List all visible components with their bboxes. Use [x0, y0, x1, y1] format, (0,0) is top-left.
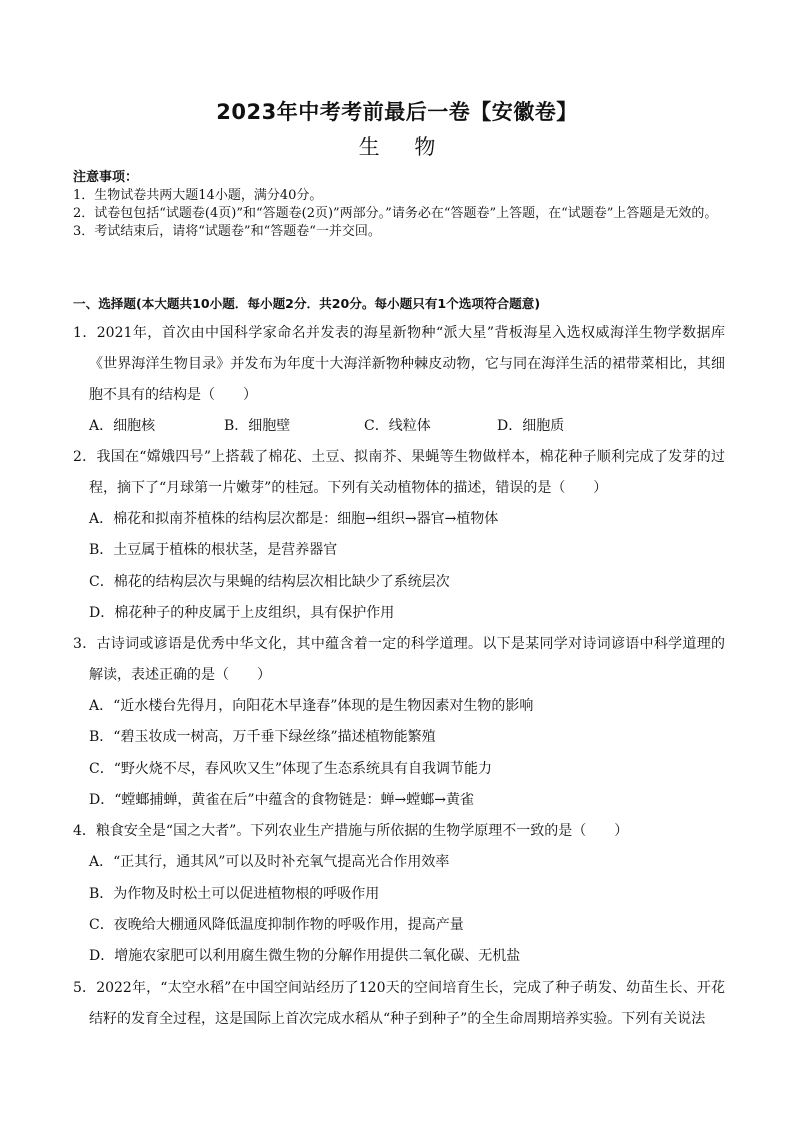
section-heading: 一、选择题(本大题共10小题．每小题2分．共20分。每小题只有1个选项符合题意) — [73, 296, 541, 311]
notice-heading: 注意事项： — [73, 170, 139, 185]
notice-item: 3．考试结束后，请将“试题卷”和“答题卷“一并交回。 — [73, 224, 381, 239]
option-b: B．土豆属于植株的根状茎，是营养器官 — [89, 542, 338, 559]
option-a: A．细胞核 — [89, 418, 156, 434]
question-list — [73, 318, 725, 1035]
notice-item: 1．生物试卷共两大题14小题，满分40分。 — [73, 188, 323, 203]
option-a: A．“近水楼台先得月，向阳花木早逢春”体现的是生物因素对生物的影响 — [89, 698, 534, 715]
question-stem: 1．2021年，首次由中国科学家命名并发表的海星新物种“派大星”背板海星入选权威海洋生物学数据库《世界海洋生物目录》并发布为年度十大海洋新物种棘皮动物，它与同在海洋生活的裙带菜相比，其细胞不具有的结构是（ ） — [73, 325, 725, 403]
option-b: B．为作物及时松土可以促进植物根的呼吸作用 — [89, 885, 380, 902]
option-c: C．棉花的结构层次与果蝇的结构层次相比缺少了系统层次 — [89, 573, 450, 590]
question-2 — [73, 442, 725, 629]
option-b: B．细胞壁 — [224, 418, 291, 434]
option-c: C．夜晚给大棚通风降低温度抑制作物的呼吸作用，提高产量 — [89, 916, 464, 933]
option-c: C．“野火烧不尽，春风吹又生”体现了生态系统具有自我调节能力 — [89, 760, 493, 777]
question-5 — [73, 973, 725, 1035]
exam-subject: 生 物 — [358, 135, 450, 159]
question-1 — [73, 318, 725, 442]
option-d: D．增施农家肥可以利用腐生微生物的分解作用提供二氧化碳、无机盐 — [89, 948, 521, 965]
option-a: A．棉花和拟南芥植株的结构层次都是：细胞→组织→器官→植物体 — [89, 511, 499, 527]
option-d: D．“螳螂捕蝉，黄雀在后”中蕴含的食物链是：蝉→螳螂→黄雀 — [89, 792, 474, 809]
question-stem: 4．粮食安全是“国之大者”。下列农业生产措施与所依据的生物学原理不一致的是（ ） — [73, 823, 629, 840]
question-stem: 3．古诗词或谚语是优秀中华文化，其中蕴含着一定的科学道理。以下是某同学对诗词谚语中科学道理的解读，表述正确的是（ ） — [73, 636, 725, 684]
option-d: D．棉花种子的种皮属于上皮组织，具有保护作用 — [89, 604, 395, 621]
question-4 — [73, 816, 725, 972]
question-stem: 2．我国在“嫦娥四号”上搭载了棉花、土豆、拟南芥、果蝇等生物做样本，棉花种子顺利完成了发芽的过程，摘下了“月球第一片嫩芽”的桂冠。下列有关动植物体的描述，错误的是（ ） — [73, 449, 725, 496]
option-row — [73, 411, 725, 442]
question-stem: 5．2022年，“太空水稻”在中国空间站经历了120天的空间培育生长，完成了种子萌发、幼苗生长、开花结籽的发育全过程，这是国际上首次完成水稻从“种子到种子”的全生命周期培养实验。下列有关说法 — [73, 979, 725, 1027]
option-d: D．细胞质 — [497, 418, 565, 434]
question-3 — [73, 629, 725, 816]
option-c: C．线粒体 — [364, 418, 431, 434]
notice-block — [73, 169, 723, 241]
exam-title: 2023年中考考前最后一卷【安徽卷】 — [216, 100, 578, 124]
notice-item: 2．试卷包包括“试题卷(4页)”和“答题卷(2页)”两部分。”请务必在“答题卷”上答题，在“试题卷”上答题是无效的。 — [73, 206, 718, 221]
option-b: B．“碧玉妆成一树高，万千垂下绿丝绦”描述植物能繁殖 — [89, 729, 436, 746]
option-a: A．“正其行，通其风”可以及时补充氧气提高光合作用效率 — [89, 854, 450, 871]
